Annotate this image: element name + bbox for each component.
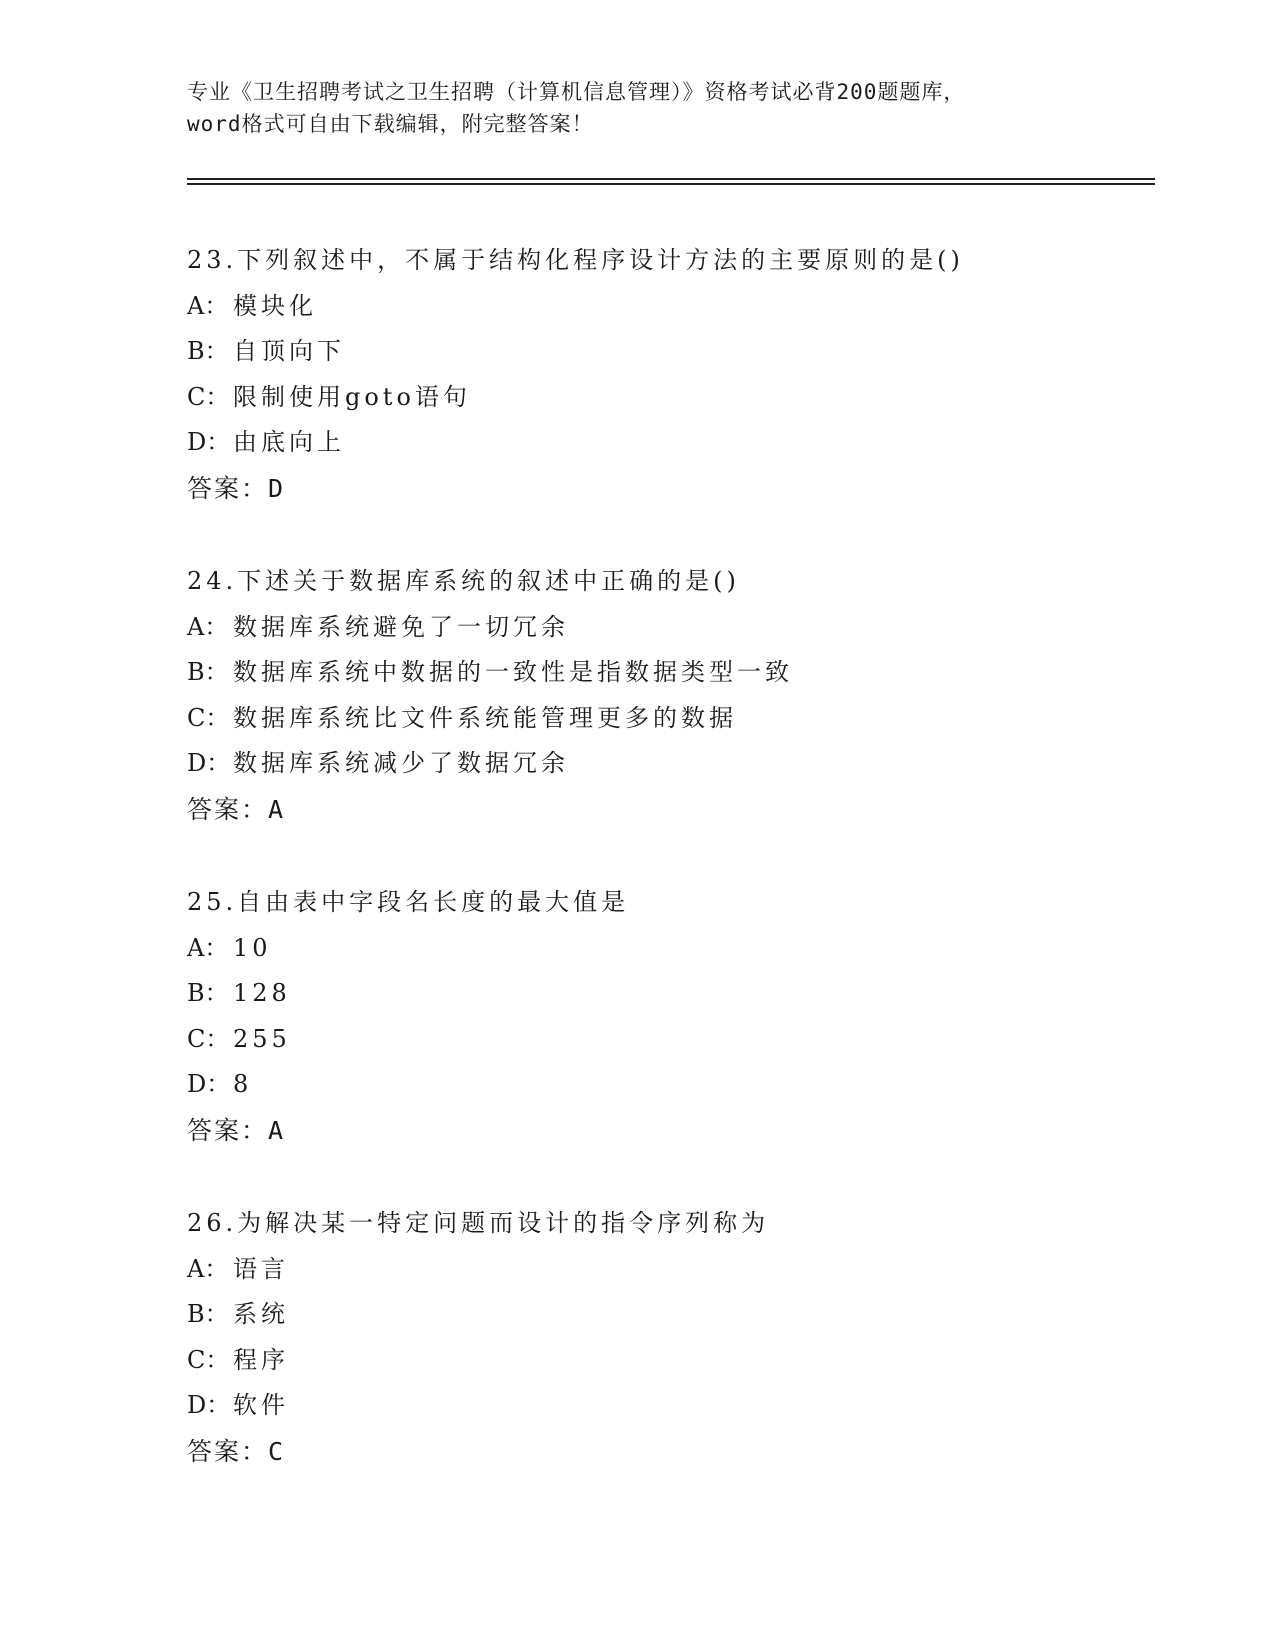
option-text: 模块化 (233, 291, 317, 320)
option-key: B： (187, 1300, 229, 1328)
question-stem: 25.自由表中字段名长度的最大值是 (187, 888, 630, 916)
header-line-2: word格式可自由下载编辑，附完整答案！ (187, 112, 594, 136)
answer-value: C (268, 1436, 286, 1466)
answer-label: 答案： (187, 473, 269, 503)
answer-line (187, 1429, 1147, 1475)
option-b (187, 329, 1147, 375)
option-c (187, 1338, 1147, 1384)
option-a (187, 926, 1147, 972)
option-c (187, 375, 1147, 421)
answer-label: 答案： (187, 794, 269, 824)
option-key: D： (187, 1070, 231, 1098)
answer-label: 答案： (187, 1115, 269, 1145)
option-text: 由底向上 (233, 428, 345, 456)
question-stem: 23.下列叙述中，不属于结构化程序设计方法的主要原则的是() (187, 246, 964, 274)
answer-value: A (268, 1115, 286, 1145)
question-block (187, 238, 1147, 511)
answer-line (187, 787, 1147, 833)
document-header (187, 76, 1087, 140)
option-key: C： (187, 382, 230, 411)
option-a (187, 1247, 1147, 1293)
option-text: 程序 (233, 1345, 289, 1374)
option-c (187, 1017, 1147, 1063)
option-key: A： (187, 1254, 229, 1283)
question-block (187, 559, 1147, 832)
option-text: 自顶向下 (233, 337, 345, 365)
option-d (187, 1062, 1147, 1108)
header-line-1: 专业《卫生招聘考试之卫生招聘（计算机信息管理）》资格考试必背200题题库， (187, 80, 966, 104)
option-key: B： (187, 658, 229, 686)
option-d (187, 420, 1147, 466)
option-b (187, 971, 1147, 1017)
option-key: A： (187, 612, 229, 641)
question-block (187, 880, 1147, 1153)
option-text: 数据库系统比文件系统能管理更多的数据 (233, 703, 737, 732)
option-text: 10 (233, 933, 272, 962)
answer-value: A (268, 794, 286, 824)
option-key: A： (187, 933, 229, 962)
question-stem: 24.下述关于数据库系统的叙述中正确的是() (187, 567, 740, 595)
question-block (187, 1201, 1147, 1474)
option-key: B： (187, 979, 229, 1007)
option-text: 语言 (233, 1254, 289, 1283)
option-b (187, 650, 1147, 696)
question-stem: 26.为解决某一特定问题而设计的指令序列称为 (187, 1209, 770, 1237)
answer-value: D (268, 473, 286, 503)
option-text: 128 (233, 979, 291, 1007)
option-key: C： (187, 703, 230, 732)
option-text: 数据库系统中数据的一致性是指数据类型一致 (233, 658, 793, 686)
option-d (187, 1383, 1147, 1429)
option-a (187, 605, 1147, 651)
header-divider-top (187, 178, 1155, 180)
option-text: 255 (233, 1024, 291, 1053)
option-c (187, 696, 1147, 742)
option-text: 限制使用goto语句 (233, 382, 471, 411)
option-key: A： (187, 291, 229, 320)
option-a (187, 284, 1147, 330)
option-key: D： (187, 749, 231, 777)
option-text: 软件 (233, 1391, 289, 1419)
option-key: D： (187, 1391, 231, 1419)
answer-line (187, 1108, 1147, 1154)
option-key: C： (187, 1345, 230, 1374)
option-d (187, 741, 1147, 787)
option-key: C： (187, 1024, 230, 1053)
option-b (187, 1292, 1147, 1338)
option-text: 数据库系统减少了数据冗余 (233, 749, 569, 777)
answer-label: 答案： (187, 1436, 269, 1466)
option-key: D： (187, 428, 231, 456)
option-text: 数据库系统避免了一切冗余 (233, 612, 569, 641)
option-text: 系统 (233, 1300, 289, 1328)
option-key: B： (187, 337, 229, 365)
header-divider-bottom (187, 183, 1155, 185)
option-text: 8 (233, 1070, 253, 1098)
question-list (187, 238, 1147, 1522)
answer-line (187, 466, 1147, 512)
